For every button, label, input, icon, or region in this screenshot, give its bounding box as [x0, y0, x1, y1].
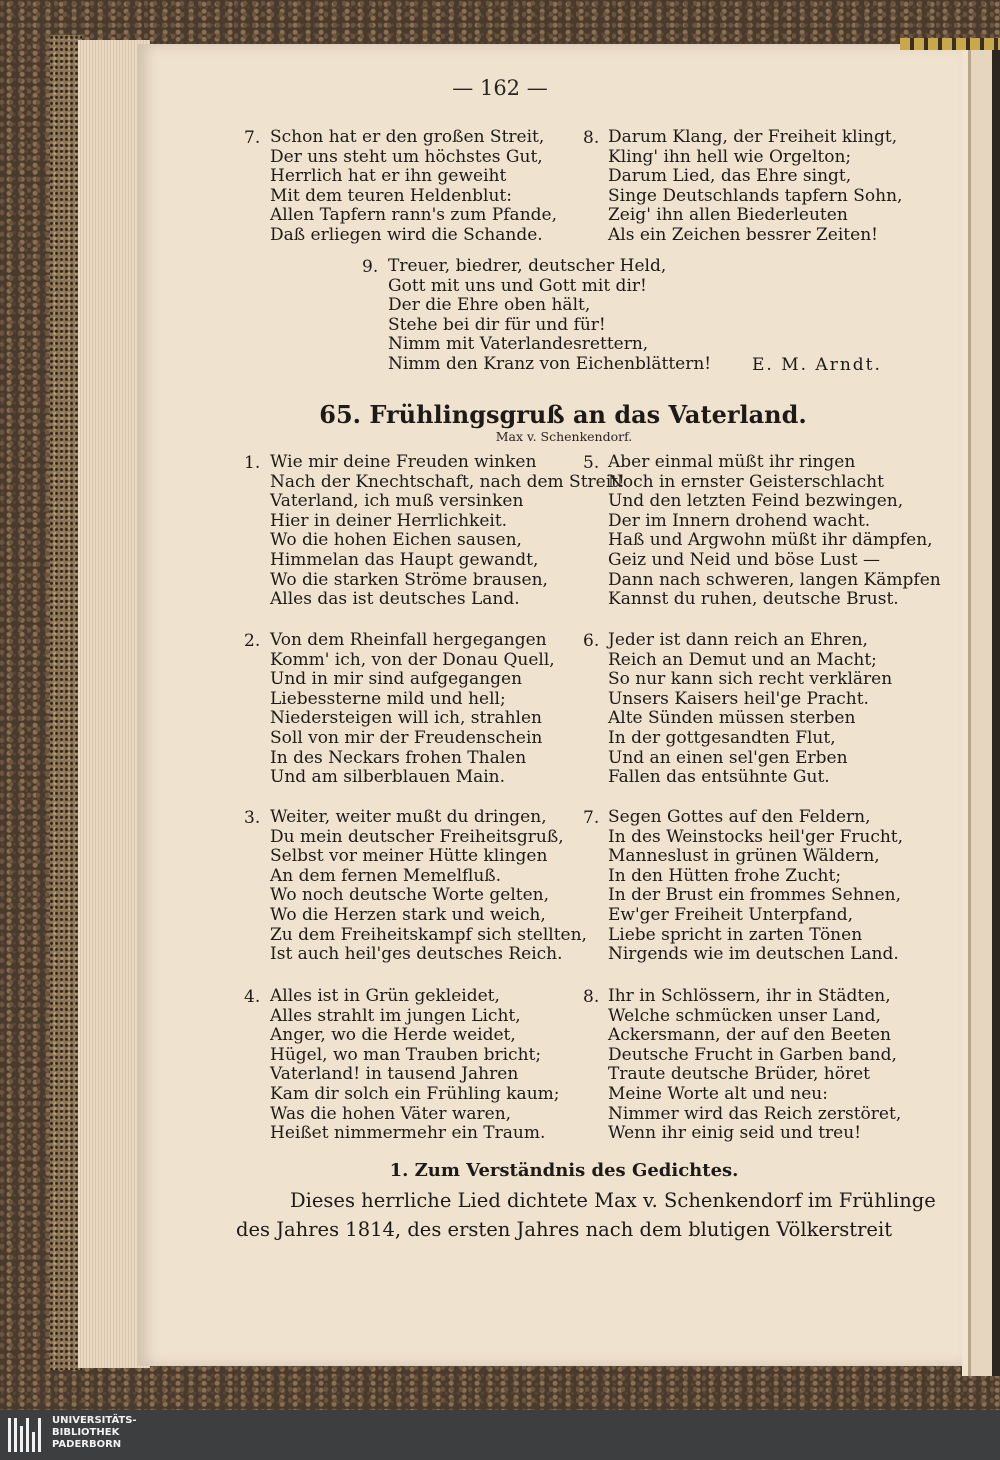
verse-line: Soll von mir der Freudenschein — [270, 727, 543, 748]
stanza-number: 7. — [583, 808, 600, 828]
verse-line: Unsers Kaisers heil'ge Pracht. — [608, 688, 869, 709]
verse-line: Ackersmann, der auf den Beeten — [608, 1025, 891, 1046]
verse-line: Wo die hohen Eichen sausen, — [270, 530, 522, 551]
verse-line: Allen Tapfern rann's zum Pfande, — [270, 205, 557, 226]
poem-author: Max v. Schenkendorf. — [495, 429, 633, 444]
verse-line: Stehe bei dir für und für! — [388, 314, 606, 335]
poem-author: E. M. Arndt. — [752, 355, 882, 375]
page-number: — 162 — — [452, 76, 548, 100]
verse-line: Wenn ihr einig seid und treu! — [608, 1123, 862, 1144]
stanza-lines — [270, 631, 555, 788]
verse-line: Wo die starken Ströme brausen, — [270, 569, 548, 590]
stanza-number: 9. — [362, 257, 379, 277]
library-name-line: BIBLIOTHEK — [52, 1427, 120, 1438]
verse-line: Als ein Zeichen bessrer Zeiten! — [608, 224, 878, 245]
stanza-lines — [608, 631, 892, 788]
verse-line: Ist auch heil'ges deutsches Reich. — [270, 944, 563, 965]
verse-line: Nach der Knechtschaft, nach dem Streit! — [270, 471, 625, 492]
verse-line: Darum Klang, der Freiheit klingt, — [608, 127, 898, 147]
verse-line: Nimm den Kranz von Eichenblättern! — [388, 353, 712, 374]
verse-line: Mit dem teuren Heldenblut: — [270, 185, 512, 206]
verse-line: Und am silberblauen Main. — [270, 767, 506, 788]
verse-line: Himmelan das Haupt gewandt, — [270, 549, 539, 570]
verse-line: Traute deutsche Brüder, höret — [608, 1064, 871, 1085]
verse-line: Schon hat er den großen Streit, — [270, 127, 545, 147]
verse-line: Der uns steht um höchstes Gut, — [270, 146, 543, 167]
verse-line: Singe Deutschlands tapfern Sohn, — [608, 185, 903, 206]
verse-line: Manneslust in grünen Wäldern, — [608, 846, 880, 867]
verse-line: Jeder ist dann reich an Ehren, — [608, 630, 868, 650]
verse-line: Reich an Demut und an Macht; — [608, 649, 877, 670]
stanza-number: 6. — [583, 631, 600, 651]
verse-line: Und in mir sind aufgegangen — [270, 669, 523, 690]
library-name-line: UNIVERSITÄTS- — [52, 1415, 137, 1426]
verse-line: Selbst vor meiner Hütte klingen — [270, 846, 548, 867]
verse-line: Geiz und Neid und böse Lust — — [608, 549, 880, 570]
stanza-lines — [608, 453, 941, 610]
verse-line: In den Hütten frohe Zucht; — [608, 865, 842, 886]
verse-line: Und den letzten Feind bezwingen, — [608, 491, 904, 512]
verse-line: Weiter, weiter mußt du dringen, — [270, 807, 547, 827]
verse-line: Kam dir solch ein Frühling kaum; — [270, 1083, 560, 1104]
verse-line: An dem fernen Memelfluß. — [270, 865, 502, 886]
stanza-number: 8. — [583, 987, 600, 1007]
verse-line: Zu dem Freiheitskampf sich stellten, — [270, 924, 587, 945]
stanza-lines — [608, 808, 903, 965]
prose-line: Dieses herrliche Lied dichtete Max v. Schenkendorf im Frühlinge — [290, 1189, 936, 1212]
library-footer — [0, 1410, 1000, 1460]
poem-title: 65. Frühlingsgruß an das Vaterland. — [319, 400, 807, 429]
verse-line: Ihr in Schlössern, ihr in Städten, — [608, 986, 891, 1006]
verse-line: Kling' ihn hell wie Orgelton; — [608, 146, 852, 167]
prose-line: des Jahres 1814, des ersten Jahres nach dem blutigen Völkerstreit — [236, 1218, 893, 1241]
verse-line: Vaterland! in tausend Jahren — [270, 1064, 519, 1085]
stanza-lines — [270, 987, 560, 1144]
verse-line: Der im Innern drohend wacht. — [608, 510, 871, 531]
stanza-lines — [270, 808, 587, 965]
verse-line: Zeig' ihn allen Biederleuten — [608, 205, 848, 226]
verse-line: In des Neckars frohen Thalen — [270, 747, 527, 768]
verse-line: Nimmer wird das Reich zerstöret, — [608, 1103, 902, 1124]
verse-line: Und an einen sel'gen Erben — [608, 747, 848, 768]
stanza-lines — [270, 453, 625, 610]
verse-line: Von dem Rheinfall hergegangen — [270, 630, 547, 650]
verse-line: Alte Sünden müssen sterben — [608, 708, 856, 729]
verse-line: Deutsche Frucht in Garben band, — [608, 1044, 897, 1065]
verse-line: Meine Worte alt und neu: — [608, 1083, 828, 1104]
verse-line: Treuer, biedrer, deutscher Held, — [388, 256, 667, 276]
verse-line: So nur kann sich recht verklären — [608, 669, 893, 690]
stanza-lines — [608, 987, 901, 1144]
verse-line: Der die Ehre oben hält, — [388, 295, 591, 316]
verse-line: Heißet nimmermehr ein Traum. — [270, 1123, 546, 1144]
verse-line: Anger, wo die Herde weidet, — [270, 1025, 516, 1046]
verse-line: Niedersteigen will ich, strahlen — [270, 708, 542, 729]
library-name-line: PADERBORN — [52, 1439, 122, 1450]
verse-line: Nirgends wie im deutschen Land. — [608, 944, 899, 965]
verse-line: Nimm mit Vaterlandesrettern, — [388, 334, 649, 355]
verse-line: Noch in ernster Geisterschlacht — [608, 471, 884, 492]
verse-line: Aber einmal müßt ihr ringen — [608, 452, 856, 472]
stanza-lines — [388, 257, 711, 375]
verse-line: Du mein deutscher Freiheitsgruß, — [270, 826, 564, 847]
verse-line: Hügel, wo man Trauben bricht; — [270, 1044, 542, 1065]
verse-line: Segen Gottes auf den Feldern, — [608, 807, 871, 827]
verse-line: Was die hohen Väter waren, — [270, 1103, 512, 1124]
stanza-number: 4. — [244, 987, 261, 1007]
verse-line: Liebessterne mild und hell; — [270, 688, 506, 709]
section-heading: 1. Zum Verständnis des Gedichtes. — [389, 1160, 739, 1181]
stanza-number: 5. — [583, 453, 600, 473]
verse-line: Hier in deiner Herrlichkeit. — [270, 510, 508, 531]
spine-ornament — [900, 38, 1000, 50]
verse-line: Liebe spricht in zarten Tönen — [608, 924, 863, 945]
verse-line: In der gottgesandten Flut, — [608, 727, 836, 748]
verse-line: Ew'ger Freiheit Unterpfand, — [608, 904, 854, 925]
verse-line: Gott mit uns und Gott mit dir! — [388, 275, 647, 296]
verse-line: In des Weinstocks heil'ger Frucht, — [608, 826, 904, 847]
verse-line: Haß und Argwohn müßt ihr dämpfen, — [608, 530, 933, 551]
verse-line: Darum Lied, das Ehre singt, — [608, 166, 852, 187]
verse-line: Vaterland, ich muß versinken — [270, 491, 524, 512]
verse-line: Fallen das entsühnte Gut. — [608, 767, 830, 788]
stanza-number: 7. — [244, 128, 261, 148]
verse-line: Wie mir deine Freuden winken — [270, 452, 537, 472]
verse-line: Alles das ist deutsches Land. — [270, 589, 520, 610]
verse-line: Daß erliegen wird die Schande. — [270, 224, 543, 245]
stanza-lines — [270, 128, 557, 246]
stanza-number: 2. — [244, 631, 261, 651]
verse-line: Komm' ich, von der Donau Quell, — [270, 649, 555, 670]
verse-line: Herrlich hat er ihn geweiht — [270, 166, 507, 187]
verse-line: Alles ist in Grün gekleidet, — [270, 986, 500, 1006]
stanza-number: 8. — [583, 128, 600, 148]
verse-line: Kannst du ruhen, deutsche Brust. — [608, 589, 899, 610]
verse-line: Welche schmücken unser Land, — [608, 1005, 881, 1026]
verse-line: Dann nach schweren, langen Kämpfen — [608, 569, 941, 590]
stanza-lines — [608, 128, 902, 246]
stanza-number: 1. — [244, 453, 261, 473]
verse-line: Alles strahlt im jungen Licht, — [270, 1005, 521, 1026]
library-name — [52, 1415, 137, 1451]
verse-line: Wo noch deutsche Worte gelten, — [270, 885, 549, 906]
verse-line: In der Brust ein frommes Sehnen, — [608, 885, 902, 906]
stanza-number: 3. — [244, 808, 261, 828]
verse-line: Wo die Herzen stark und weich, — [270, 904, 546, 925]
